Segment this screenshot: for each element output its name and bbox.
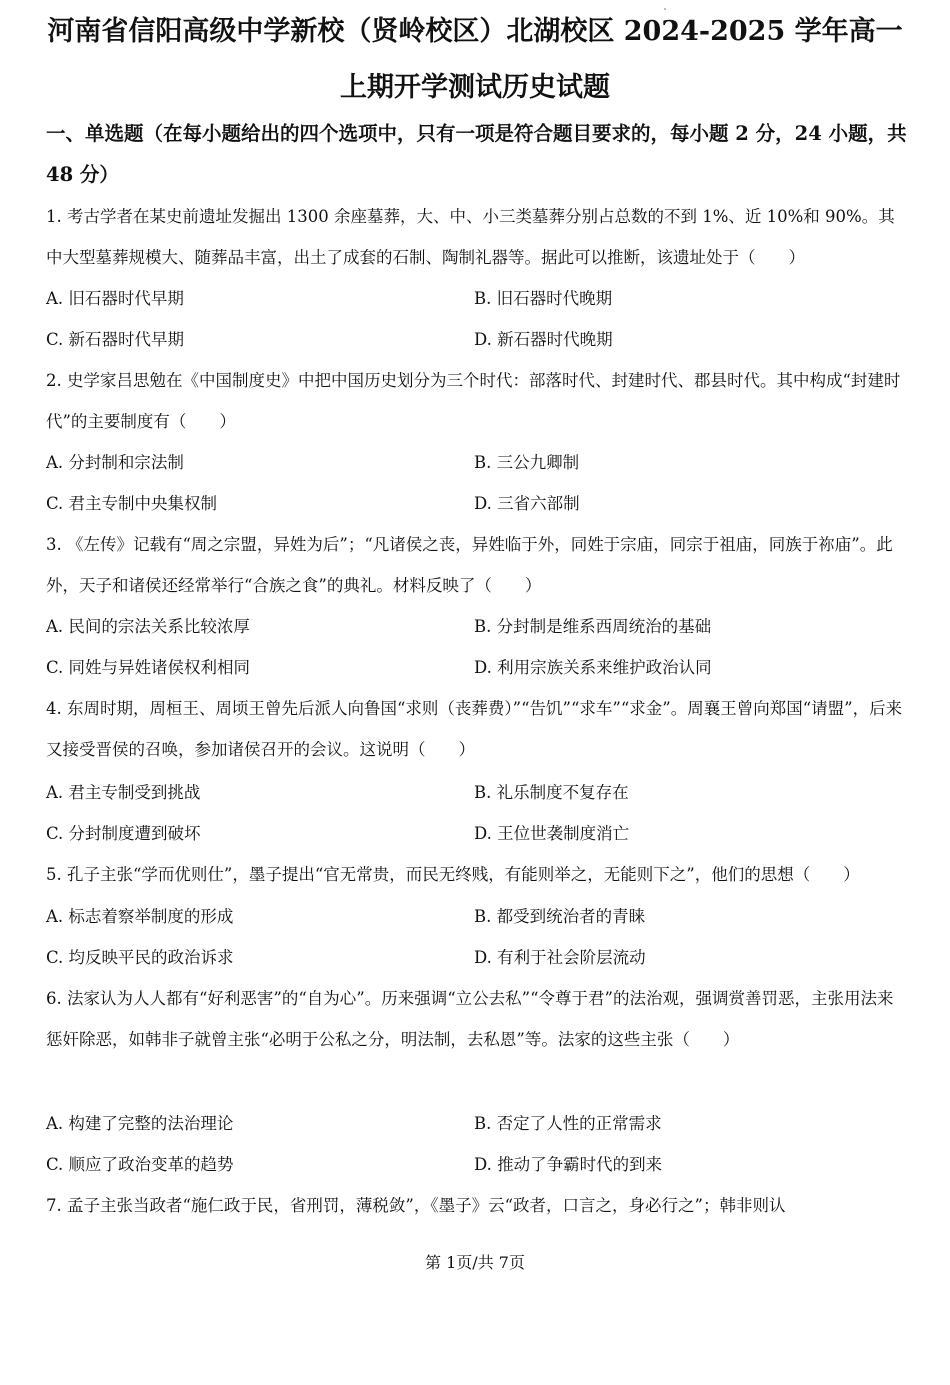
question-3-option-d[interactable]: D. 利用宗族关系来维护政治认同 — [474, 658, 712, 677]
page-title-line-2: 上期开学测试历史试题 — [340, 72, 610, 103]
scan-speck — [664, 8, 666, 10]
question-3-option-c[interactable]: C. 同姓与异姓诸侯权利相同 — [46, 658, 251, 677]
question-2-option-d[interactable]: D. 三省六部制 — [474, 494, 580, 513]
question-4-options-row-1 — [46, 772, 908, 813]
question-5-stem: 5. 孔子主张“学而优则仕”，墨子提出“官无常贵，而民无终贱，有能则举之，无能则下之”，他们的思想（ ） — [46, 865, 860, 884]
question-1-option-d[interactable]: D. 新石器时代晚期 — [474, 330, 613, 349]
question-2-option-a[interactable]: A. 分封制和宗法制 — [46, 453, 184, 472]
question-2-options-row-1 — [46, 442, 908, 483]
question-4-options-row-2 — [46, 813, 908, 854]
question-4-stem: 4. 东周时期，周桓王、周顷王曾先后派人向鲁国“求则（丧葬费）”“告饥”“求车”“求金”。周襄王曾向郑国“请盟”，后来又接受晋侯的召唤，参加诸侯召开的会议。这说明（ ） — [46, 699, 903, 759]
question-1-option-c[interactable]: C. 新石器时代早期 — [46, 330, 185, 349]
question-2-option-c[interactable]: C. 君主专制中央集权制 — [46, 494, 218, 513]
question-4-option-b[interactable]: B. 礼乐制度不复存在 — [474, 783, 629, 802]
question-4-option-d[interactable]: D. 王位世袭制度消亡 — [474, 824, 630, 843]
page-number: 第 1页/共 7页 — [425, 1253, 525, 1272]
question-5-option-c[interactable]: C. 均反映平民的政治诉求 — [46, 948, 234, 967]
question-6-option-a[interactable]: A. 构建了完整的法治理论 — [46, 1114, 234, 1133]
question-5-options-row-2 — [46, 937, 908, 978]
page-title-line-1: 河南省信阳高级中学新校（贤岭校区）北湖校区 2024-2025 学年高一 — [47, 16, 903, 47]
question-3-option-b[interactable]: B. 分封制是维系西周统治的基础 — [474, 617, 712, 636]
question-6-options-row-1 — [46, 1103, 908, 1144]
question-6-stem: 6. 法家认为人人都有“好利恶害”的“自为心”。历来强调“立公去私”“令尊于君”的法治观，强调赏善罚恶，主张用法来惩奸除恶，如韩非子就曾主张“必明于公私之分，明法制，去私恩”等。法家的这些主张（ ） — [46, 989, 894, 1049]
question-1-option-b[interactable]: B. 旧石器时代晚期 — [474, 289, 613, 308]
question-3-option-a[interactable]: A. 民间的宗法关系比较浓厚 — [46, 617, 250, 636]
question-2-options-row-2 — [46, 483, 908, 524]
section-heading: 一、单选题（在每小题给出的四个选项中，只有一项是符合题目要求的，每小题 2 分，24 小题，共 48 分） — [46, 122, 907, 186]
question-6-option-b[interactable]: B. 否定了人性的正常需求 — [474, 1114, 662, 1133]
question-7-stem: 7. 孟子主张当政者“施仁政于民，省刑罚，薄税敛”，《墨子》云“政者，口言之，身必行之”；韩非则认 — [46, 1196, 786, 1215]
question-1-option-a[interactable]: A. 旧石器时代早期 — [46, 289, 184, 308]
question-6-option-d[interactable]: D. 推动了争霸时代的到来 — [474, 1155, 663, 1174]
question-2-stem: 2. 史学家吕思勉在《中国制度史》中把中国历史划分为三个时代：部落时代、封建时代、郡县时代。其中构成“封建时代”的主要制度有（ ） — [46, 371, 901, 431]
question-1-stem: 1. 考古学者在某史前遗址发掘出 1300 余座墓葬，大、中、小三类墓葬分别占总数的不到 1%、近 10%和 90%。其中大型墓葬规模大、随葬品丰富，出土了成套的石制、陶制礼器等。据此可以推断，该遗址处于（ ） — [46, 207, 895, 267]
question-1-options-row-2 — [46, 319, 908, 360]
question-5-option-b[interactable]: B. 都受到统治者的青睐 — [474, 907, 646, 926]
question-4-option-c[interactable]: C. 分封制度遭到破坏 — [46, 824, 201, 843]
question-6-options-row-2 — [46, 1144, 908, 1185]
question-3-stem: 3. 《左传》记载有“周之宗盟，异姓为后”；“凡诸侯之丧，异姓临于外，同姓于宗庙，同宗于祖庙，同族于祢庙”。此外，天子和诸侯还经常举行“合族之食”的典礼。材料反映了（ ） — [46, 535, 893, 595]
question-2-option-b[interactable]: B. 三公九卿制 — [474, 453, 580, 472]
question-5-option-a[interactable]: A. 标志着察举制度的形成 — [46, 907, 234, 926]
question-3-options-row-1 — [46, 606, 908, 647]
question-5-option-d[interactable]: D. 有利于社会阶层流动 — [474, 948, 646, 967]
question-5-options-row-1 — [46, 896, 908, 937]
question-4-option-a[interactable]: A. 君主专制受到挑战 — [46, 783, 201, 802]
question-3-options-row-2 — [46, 647, 908, 688]
question-6-option-c[interactable]: C. 顺应了政治变革的趋势 — [46, 1155, 234, 1174]
question-1-options-row-1 — [46, 278, 908, 319]
